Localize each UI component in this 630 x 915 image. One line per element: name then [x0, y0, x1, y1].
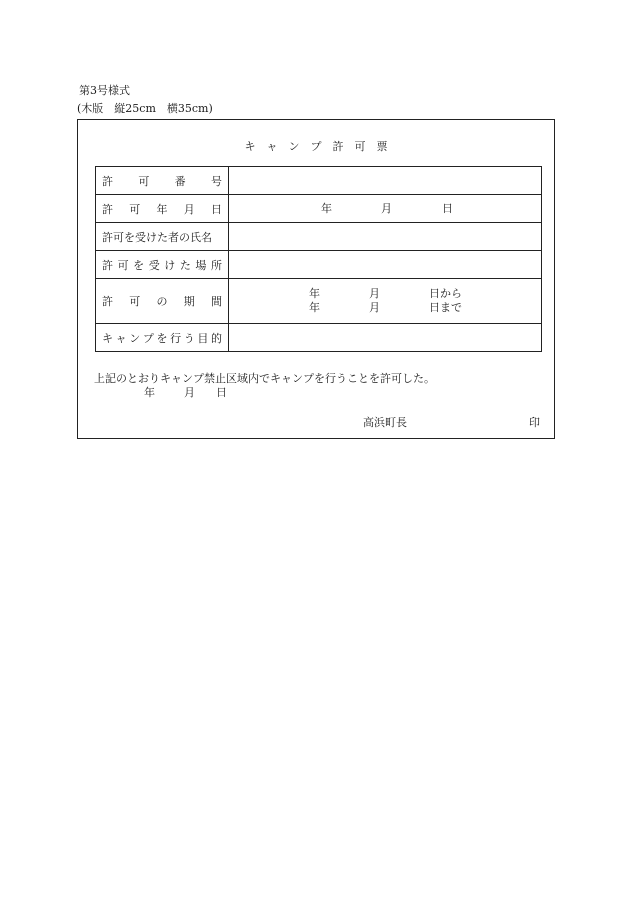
label-permit-date [102, 201, 222, 217]
label-cell [96, 324, 229, 352]
permit-title: キャンプ許可票 [244, 140, 399, 153]
label-cell [96, 223, 229, 251]
label-char: プ [142, 331, 154, 345]
label-permit-number [102, 173, 222, 189]
label-cell [96, 279, 229, 324]
label-char: け [164, 258, 176, 272]
table-row-place [96, 251, 542, 279]
label-char: キ [102, 331, 113, 345]
period-to-day: 日まで [429, 301, 462, 314]
label-char: 可 [129, 295, 141, 308]
label-period [102, 293, 222, 309]
place-value[interactable] [229, 251, 542, 279]
permit-board [77, 119, 555, 439]
period-to-month: 月 [369, 301, 380, 314]
label-char: の [156, 295, 168, 308]
table-row-purpose [96, 324, 542, 352]
label-cell [96, 251, 229, 279]
label-char: 年 [156, 202, 168, 216]
permit-table [95, 166, 542, 352]
label-char: た [179, 258, 191, 272]
issue-date [78, 386, 378, 400]
label-char: 目 [197, 331, 209, 345]
label-char: ン [129, 331, 141, 345]
permit-number-value[interactable] [229, 167, 542, 195]
label-char: を [133, 258, 145, 272]
label-char: 受 [148, 258, 160, 272]
label-char: 所 [210, 258, 222, 272]
label-char: 間 [211, 295, 222, 308]
label-holder-name: 許可を受けた者の氏名 [102, 230, 212, 244]
label-char: 許 [102, 202, 113, 216]
issuer-title: 高浜町長 [363, 416, 407, 429]
table-row-permit-number [96, 167, 542, 195]
permit-date-value[interactable] [229, 195, 542, 223]
issue-date-day: 日 [216, 386, 227, 399]
label-cell [96, 195, 229, 223]
label-char: 許 [102, 174, 113, 188]
permit-date-day: 日 [442, 201, 453, 215]
period-to-line [229, 301, 541, 315]
permission-statement: 上記のとおりキャンプ禁止区域内でキャンプを行うことを許可した。 [94, 372, 435, 385]
label-char: 可 [138, 174, 150, 188]
label-char: 可 [129, 202, 141, 216]
holder-name-value[interactable] [229, 223, 542, 251]
label-char: う [183, 331, 195, 345]
purpose-value[interactable] [229, 324, 542, 352]
label-char: 可 [117, 258, 129, 272]
table-row-period [96, 279, 542, 324]
label-char: ャ [115, 331, 127, 345]
permit-date-line [229, 202, 541, 216]
issue-date-year: 年 [144, 386, 155, 399]
label-char: 番 [174, 174, 186, 188]
label-char: 号 [210, 174, 222, 188]
label-char: を [156, 331, 168, 345]
period-from-day: 日から [429, 287, 462, 300]
label-cell [96, 167, 229, 195]
form-number: 第3号様式 [79, 84, 130, 97]
permit-date-year: 年 [321, 201, 332, 215]
label-char: 月 [183, 202, 195, 216]
period-from-year: 年 [309, 287, 320, 300]
label-char: 的 [211, 331, 222, 345]
label-char: 場 [195, 258, 207, 272]
period-from-month: 月 [369, 287, 380, 300]
label-purpose [102, 330, 222, 346]
seal-mark: 印 [529, 416, 540, 429]
label-char: 期 [183, 295, 195, 308]
label-char: 許 [102, 258, 113, 272]
label-char: 行 [170, 331, 182, 345]
issue-date-month: 月 [184, 386, 195, 399]
label-char: 許 [102, 295, 113, 308]
period-to-year: 年 [309, 301, 320, 314]
period-value[interactable] [229, 279, 542, 324]
table-row-holder-name [96, 223, 542, 251]
period-from-line [229, 287, 541, 301]
table-row-permit-date [96, 195, 542, 223]
label-place [102, 257, 222, 273]
label-char: 日 [211, 202, 222, 216]
form-spec: (木版 縦25cm 横35cm) [77, 102, 213, 115]
permit-date-month: 月 [381, 201, 392, 215]
